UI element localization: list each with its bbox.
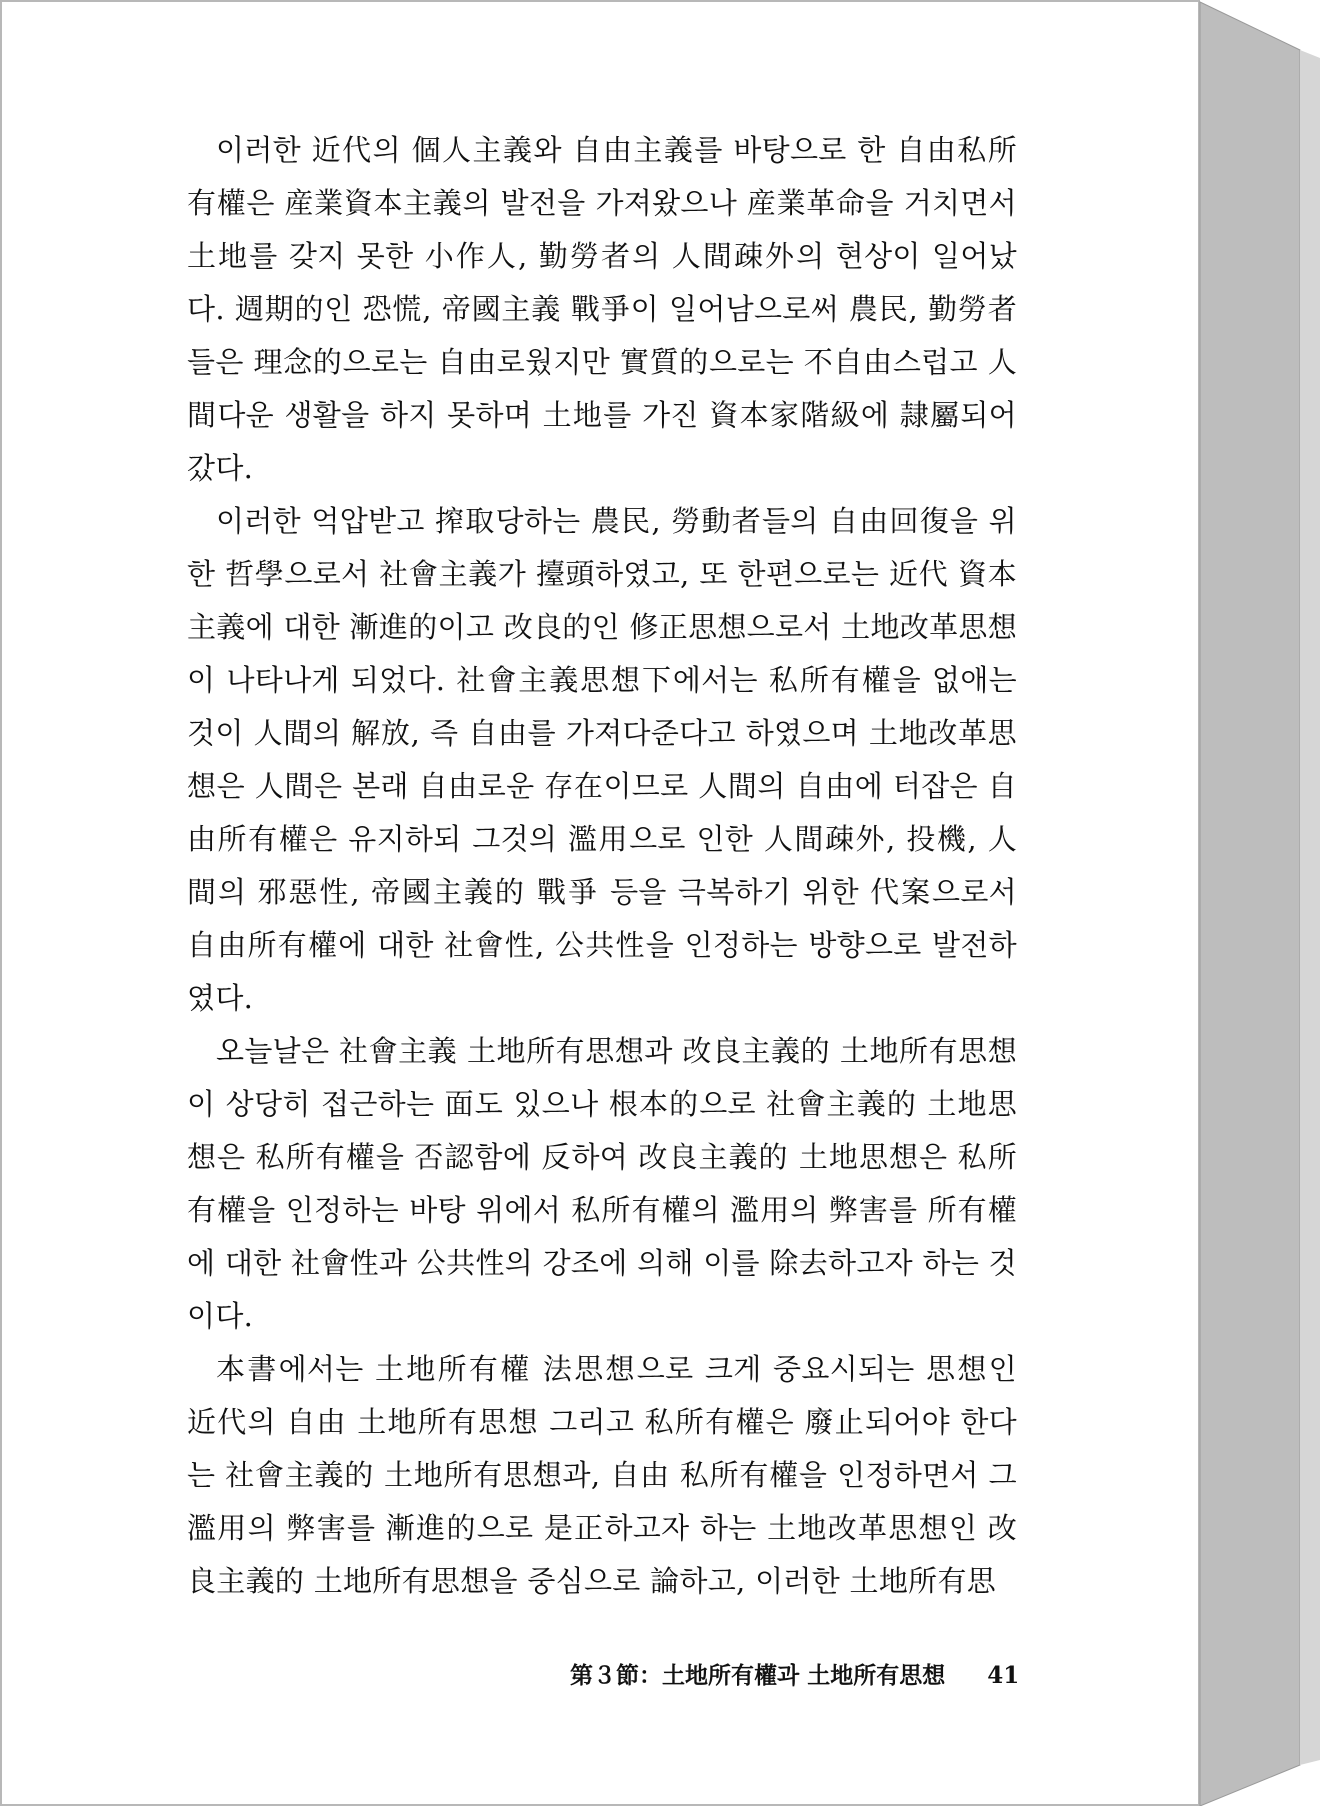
running-footer-title: 第３節：土地所有權과 土地所有思想: [570, 1662, 946, 1689]
paragraph-2: 이러한 억압받고 搾取당하는 農民, 勞動者들의 自由回復을 위한 哲學으로서 社會主義가 擡頭하였고, 또 한편으로는 近代 資本主義에 대한 漸進的이고 改良的인 修正思想으로서 土地改革思想이 나타나게 되었다. 社會主義思想下에서는 私所有權을 없애는 것이 人間의 解放, 즉 自由를 가져다준다고 하였으며 土地改革思想은 人間은 본래 自由로운 存在이므로 人間의 自由에 터잡은 自由所有權은 유지하되 그것의 濫用으로 인한 人間疎外, 投機, 人間의 邪惡性, 帝國主義的 戰爭 등을 극복하기 위한 代案으로서 自由所有權에 대한 社會性, 公共性을 인정하는 방향으로 발전하였다.: [187, 504, 1017, 1015]
book-side-shadow: [1300, 50, 1320, 1765]
paragraph-3: 오늘날은 社會主義 土地所有思想과 改良主義的 土地所有思想이 상당히 접근하는 面도 있으나 根本的으로 社會主義的 土地思想은 私所有權을 否認함에 反하여 改良主義的 土地思想은 私所有權을 인정하는 바탕 위에서 私所有權의 濫用의 弊害를 所有權에 대한 社會性과 公共性의 강조에 의해 이를 除去하고자 하는 것이다.: [187, 1034, 1017, 1333]
book-side-face: [1200, 2, 1300, 1806]
paragraph-1: 이러한 近代의 個人主義와 自由主義를 바탕으로 한 自由私所有權은 産業資本主義의 발전을 가져왔으나 産業革命을 거치면서 土地를 갖지 못한 小作人, 勤勞者의 人間疎外의 현상이 일어났다. 週期的인 恐慌, 帝國主義 戰爭이 일어남으로써 農民, 勤勞者들은 理念的으로는 自由로웠지만 實質的으로는 不自由스럽고 人間다운 생활을 하지 못하며 土地를 가진 資本家階級에 隷屬되어 갔다.: [187, 133, 1017, 485]
page-number: 41: [987, 1662, 1020, 1689]
paragraph-4: 本書에서는 土地所有權 法思想으로 크게 중요시되는 思想인 近代의 自由 土地所有思想 그리고 私所有權은 廢止되어야 한다는 社會主義的 土地所有思想과, 自由 私所有權을 인정하면서 그 濫用의 弊害를 漸進的으로 是正하고자 하는 土地改革思想인 改良主義的 土地所有思想을 중심으로 論하고, 이러한 土地所有思: [187, 1352, 1017, 1598]
